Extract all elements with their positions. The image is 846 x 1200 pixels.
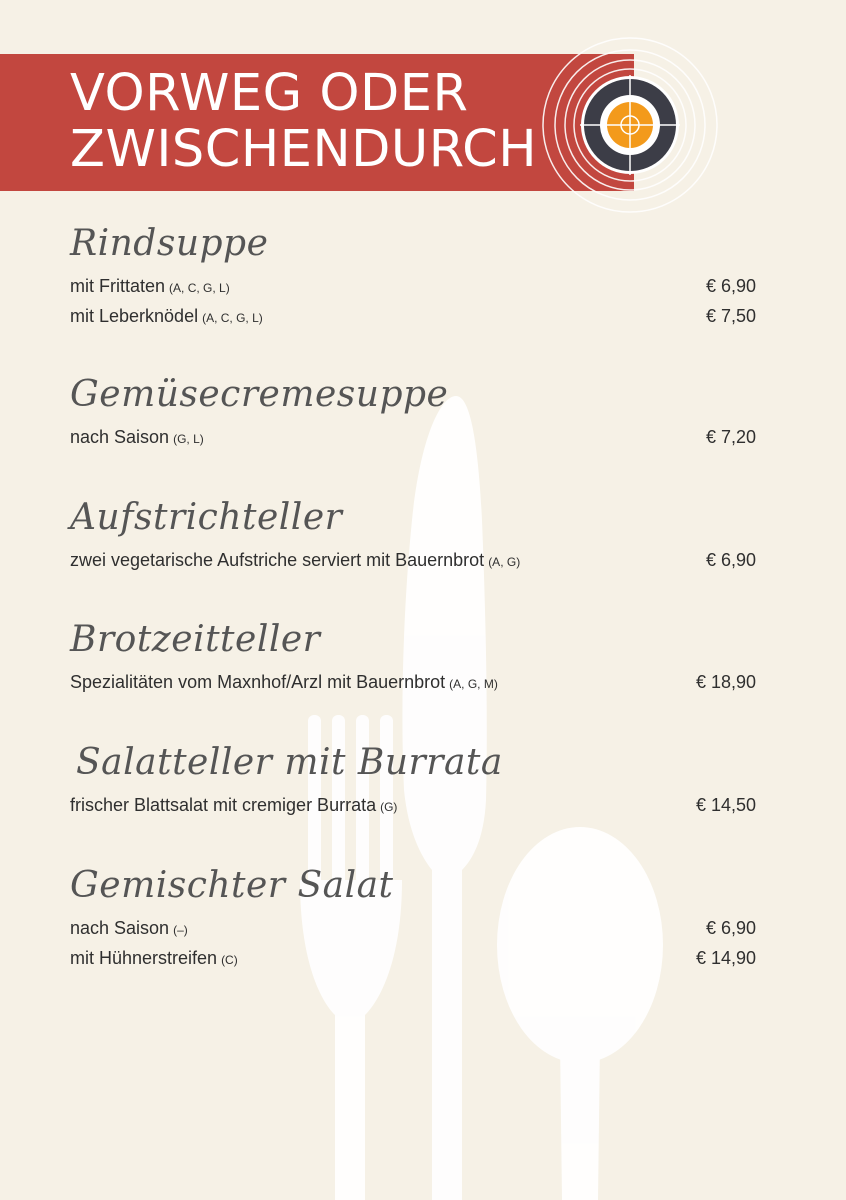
- section-title: Gemüsecremesuppe: [70, 374, 449, 415]
- item-description: frischer Blattsalat mit cremiger Burrata: [70, 795, 377, 815]
- menu-item: [70, 272, 756, 302]
- item-price: € 18,90: [695, 672, 756, 692]
- menu-item: [70, 944, 756, 974]
- item-allergens: (–): [173, 923, 188, 937]
- item-price: € 6,90: [705, 276, 756, 296]
- item-allergens: (A, C, G, L): [202, 311, 263, 325]
- item-allergens: (A, G, M): [449, 677, 498, 691]
- page-title-line-2: ZWISCHENDURCH: [70, 120, 538, 179]
- item-price: € 7,20: [705, 427, 756, 447]
- item-price: € 6,90: [705, 918, 756, 938]
- item-allergens: (G): [380, 800, 398, 814]
- menu-item: [70, 546, 756, 576]
- item-description: nach Saison: [70, 427, 170, 447]
- menu-item: [70, 668, 756, 698]
- item-price: € 6,90: [705, 550, 756, 570]
- menu-section-gemischter-salat: [70, 864, 756, 974]
- menu-item: [70, 914, 756, 944]
- menu-section-rindsuppe: [70, 222, 756, 332]
- item-description: mit Leberknödel: [70, 306, 199, 326]
- menu-section-gemuesecremesuppe: [70, 373, 756, 453]
- page-title-line-1: VORWEG ODER: [70, 64, 469, 123]
- menu-item: [70, 791, 756, 821]
- item-description: zwei vegetarische Aufstriche serviert mit Bauernbrot: [70, 550, 485, 570]
- menu-item: [70, 302, 756, 332]
- item-description: nach Saison: [70, 918, 170, 938]
- item-price: € 14,50: [695, 795, 756, 815]
- target-icon: [540, 35, 720, 215]
- item-price: € 14,90: [695, 948, 756, 968]
- section-title: Aufstrichteller: [70, 497, 343, 538]
- menu-section-salatteller: [70, 741, 756, 821]
- item-allergens: (G, L): [173, 432, 204, 446]
- page-title: [70, 66, 537, 178]
- item-description: Spezialitäten vom Maxnhof/Arzl mit Bauernbrot: [70, 672, 446, 692]
- menu-section-brotzeitteller: [70, 618, 756, 698]
- section-title: Salatteller mit Burrata: [76, 742, 503, 783]
- item-allergens: (A, C, G, L): [169, 281, 230, 295]
- section-title: Rindsuppe: [70, 223, 269, 264]
- section-title: Brotzeitteller: [70, 619, 321, 660]
- section-title: Gemischter Salat: [70, 865, 394, 906]
- item-allergens: (A, G): [488, 555, 521, 569]
- item-allergens: (C): [221, 953, 238, 967]
- menu-item: [70, 423, 756, 453]
- item-description: mit Frittaten: [70, 276, 166, 296]
- item-description: mit Hühnerstreifen: [70, 948, 218, 968]
- menu-section-aufstrichteller: [70, 496, 756, 576]
- item-price: € 7,50: [705, 306, 756, 326]
